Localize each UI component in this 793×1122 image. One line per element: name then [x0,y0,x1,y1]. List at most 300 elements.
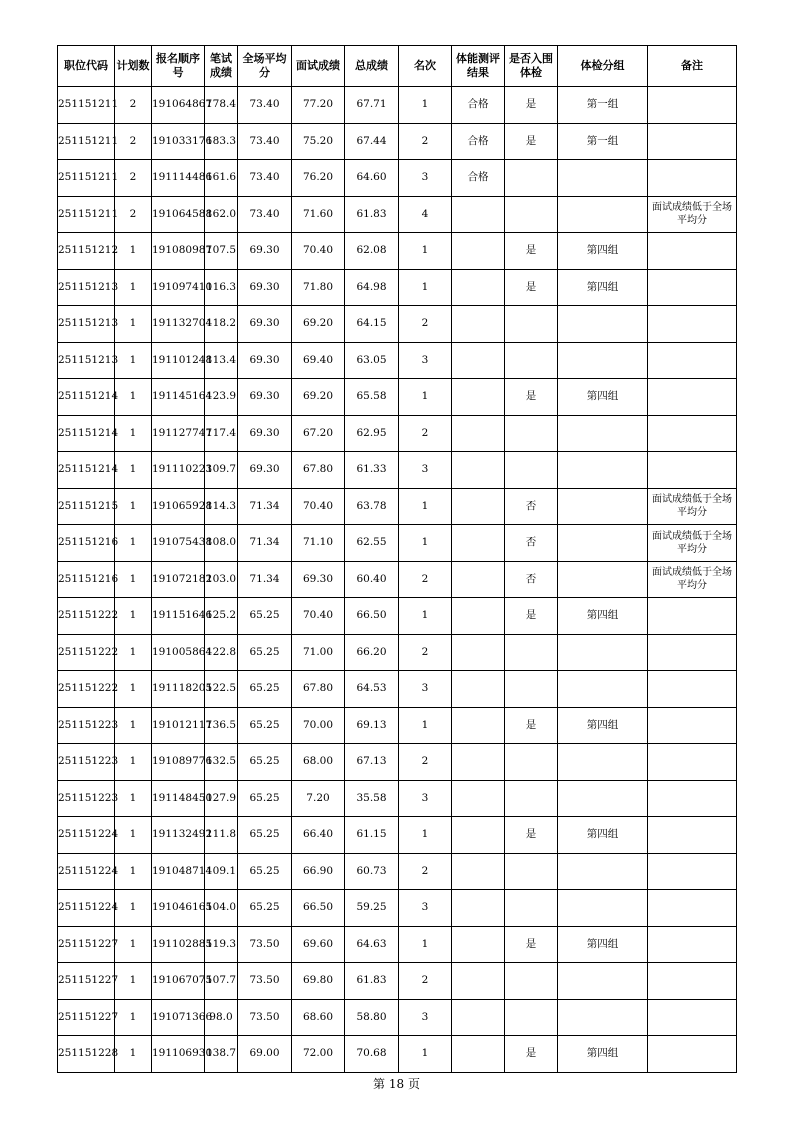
total-score-cell: 67.71 [345,87,399,124]
position-code-cell: 251151211 [58,160,115,197]
shortlisted-cell: 是 [505,269,558,306]
table-row [58,379,737,416]
total-score-cell: 60.73 [345,853,399,890]
total-score-cell: 62.55 [345,525,399,562]
remarks-cell [648,306,737,343]
written-score-cell: 108.0 [205,525,238,562]
shortlisted-cell: 是 [505,598,558,635]
shortlisted-cell: 否 [505,561,558,598]
exam-group-cell: 第四组 [558,817,648,854]
interview-score-cell: 69.80 [292,963,345,1000]
position-code-cell: 251151213 [58,342,115,379]
position-code-cell: 251151222 [58,598,115,635]
fitness-result-cell [452,269,505,306]
written-score-cell: 138.7 [205,1036,238,1073]
fitness-result-cell: 合格 [452,123,505,160]
fitness-result-cell [452,1036,505,1073]
table-row [58,853,737,890]
interview-score-cell: 71.10 [292,525,345,562]
rank-cell: 4 [399,196,452,233]
table-row [58,306,737,343]
header-registration-number: 报名顺序号 [152,46,205,87]
rank-cell: 1 [399,379,452,416]
remarks-cell [648,963,737,1000]
plan-count-cell: 1 [115,853,152,890]
position-code-cell: 251151213 [58,269,115,306]
written-score-cell: 107.7 [205,963,238,1000]
average-score-cell: 65.25 [238,744,292,781]
plan-count-cell: 1 [115,780,152,817]
position-code-cell: 251151224 [58,817,115,854]
interview-score-cell: 66.90 [292,853,345,890]
total-score-cell: 61.33 [345,452,399,489]
average-score-cell: 69.30 [238,233,292,270]
header-row [58,46,737,87]
table-row [58,707,737,744]
registration-number-cell: 191064588 [152,196,205,233]
page-number: 第 18 页 [373,1077,420,1091]
rank-cell: 2 [399,561,452,598]
registration-number-cell: 191071366 [152,999,205,1036]
position-code-cell: 251151215 [58,488,115,525]
header-average-score: 全场平均分 [238,46,292,87]
table-row [58,817,737,854]
written-score-cell: 161.6 [205,160,238,197]
average-score-cell: 69.30 [238,452,292,489]
average-score-cell: 65.25 [238,890,292,927]
rank-cell: 3 [399,890,452,927]
position-code-cell: 251151227 [58,926,115,963]
interview-score-cell: 69.20 [292,306,345,343]
plan-count-cell: 2 [115,123,152,160]
remarks-cell [648,160,737,197]
interview-score-cell: 71.80 [292,269,345,306]
rank-cell: 2 [399,853,452,890]
registration-number-cell: 191101248 [152,342,205,379]
average-score-cell: 73.40 [238,87,292,124]
registration-number-cell: 191132704 [152,306,205,343]
written-score-cell: 113.4 [205,342,238,379]
rank-cell: 1 [399,926,452,963]
interview-score-cell: 77.20 [292,87,345,124]
average-score-cell: 69.30 [238,379,292,416]
fitness-result-cell [452,744,505,781]
exam-group-cell [558,342,648,379]
shortlisted-cell [505,780,558,817]
written-score-cell: 118.2 [205,306,238,343]
exam-group-cell: 第一组 [558,123,648,160]
registration-number-cell: 191046165 [152,890,205,927]
shortlisted-cell [505,452,558,489]
written-score-cell: 125.2 [205,598,238,635]
position-code-cell: 251151214 [58,379,115,416]
exam-group-cell [558,488,648,525]
written-score-cell: 183.3 [205,123,238,160]
exam-group-cell [558,780,648,817]
interview-score-cell: 68.00 [292,744,345,781]
remarks-cell [648,999,737,1036]
rank-cell: 3 [399,160,452,197]
table-row [58,598,737,635]
remarks-cell [648,926,737,963]
average-score-cell: 69.30 [238,269,292,306]
header-fitness-result: 体能测评结果 [452,46,505,87]
average-score-cell: 73.50 [238,926,292,963]
total-score-cell: 69.13 [345,707,399,744]
results-table [57,45,737,1073]
remarks-cell [648,707,737,744]
remarks-cell [648,853,737,890]
interview-score-cell: 69.30 [292,561,345,598]
total-score-cell: 64.98 [345,269,399,306]
remarks-cell [648,634,737,671]
average-score-cell: 65.25 [238,817,292,854]
total-score-cell: 67.13 [345,744,399,781]
written-score-cell: 178.4 [205,87,238,124]
fitness-result-cell [452,890,505,927]
exam-group-cell [558,634,648,671]
shortlisted-cell: 是 [505,1036,558,1073]
total-score-cell: 63.78 [345,488,399,525]
shortlisted-cell: 是 [505,123,558,160]
shortlisted-cell: 是 [505,379,558,416]
total-score-cell: 60.40 [345,561,399,598]
plan-count-cell: 1 [115,488,152,525]
shortlisted-cell [505,160,558,197]
shortlisted-cell: 是 [505,926,558,963]
registration-number-cell: 191048714 [152,853,205,890]
position-code-cell: 251151223 [58,744,115,781]
average-score-cell: 73.40 [238,196,292,233]
shortlisted-cell: 否 [505,488,558,525]
exam-group-cell [558,963,648,1000]
registration-number-cell: 191148450 [152,780,205,817]
header-interview-score: 面试成绩 [292,46,345,87]
remarks-cell [648,87,737,124]
average-score-cell: 69.30 [238,306,292,343]
shortlisted-cell: 是 [505,87,558,124]
total-score-cell: 64.63 [345,926,399,963]
plan-count-cell: 1 [115,999,152,1036]
interview-score-cell: 75.20 [292,123,345,160]
written-score-cell: 136.5 [205,707,238,744]
registration-number-cell: 191080987 [152,233,205,270]
remarks-cell [648,780,737,817]
registration-number-cell: 191067075 [152,963,205,1000]
exam-group-cell: 第四组 [558,233,648,270]
interview-score-cell: 66.50 [292,890,345,927]
position-code-cell: 251151227 [58,963,115,1000]
remarks-cell [648,890,737,927]
average-score-cell: 71.34 [238,488,292,525]
exam-group-cell [558,890,648,927]
rank-cell: 1 [399,525,452,562]
registration-number-cell: 191075438 [152,525,205,562]
total-score-cell: 61.83 [345,963,399,1000]
remarks-cell [648,817,737,854]
position-code-cell: 251151216 [58,525,115,562]
written-score-cell: 103.0 [205,561,238,598]
shortlisted-cell: 是 [505,707,558,744]
exam-group-cell [558,999,648,1036]
average-score-cell: 71.34 [238,525,292,562]
rank-cell: 3 [399,452,452,489]
position-code-cell: 251151224 [58,853,115,890]
fitness-result-cell: 合格 [452,87,505,124]
registration-number-cell: 191065928 [152,488,205,525]
position-code-cell: 251151214 [58,452,115,489]
remarks-cell [648,123,737,160]
rank-cell: 1 [399,707,452,744]
shortlisted-cell: 是 [505,233,558,270]
fitness-result-cell [452,525,505,562]
rank-cell: 1 [399,1036,452,1073]
table-row [58,671,737,708]
exam-group-cell: 第四组 [558,926,648,963]
remarks-cell: 面试成绩低于全场平均分 [648,196,737,233]
fitness-result-cell [452,780,505,817]
written-score-cell: 119.3 [205,926,238,963]
table-row [58,744,737,781]
position-code-cell: 251151211 [58,196,115,233]
average-score-cell: 73.50 [238,963,292,1000]
interview-score-cell: 71.60 [292,196,345,233]
interview-score-cell: 69.20 [292,379,345,416]
shortlisted-cell [505,999,558,1036]
interview-score-cell: 69.40 [292,342,345,379]
registration-number-cell: 191106930 [152,1036,205,1073]
fitness-result-cell [452,379,505,416]
position-code-cell: 251151223 [58,707,115,744]
shortlisted-cell: 否 [505,525,558,562]
rank-cell: 3 [399,999,452,1036]
position-code-cell: 251151212 [58,233,115,270]
rank-cell: 3 [399,671,452,708]
total-score-cell: 64.60 [345,160,399,197]
rank-cell: 2 [399,744,452,781]
total-score-cell: 65.58 [345,379,399,416]
header-remarks: 备注 [648,46,737,87]
position-code-cell: 251151213 [58,306,115,343]
fitness-result-cell [452,452,505,489]
fitness-result-cell [452,342,505,379]
table-row [58,415,737,452]
table-row [58,890,737,927]
table-row [58,269,737,306]
plan-count-cell: 1 [115,269,152,306]
table-row [58,561,737,598]
total-score-cell: 66.20 [345,634,399,671]
header-position-code: 职位代码 [58,46,115,87]
rank-cell: 2 [399,123,452,160]
exam-group-cell [558,853,648,890]
average-score-cell: 69.30 [238,342,292,379]
exam-group-cell [558,525,648,562]
plan-count-cell: 2 [115,196,152,233]
rank-cell: 1 [399,269,452,306]
interview-score-cell: 72.00 [292,1036,345,1073]
table-row [58,233,737,270]
average-score-cell: 65.25 [238,671,292,708]
table-row [58,488,737,525]
header-total-score: 总成绩 [345,46,399,87]
fitness-result-cell [452,853,505,890]
exam-group-cell: 第一组 [558,87,648,124]
shortlisted-cell [505,853,558,890]
plan-count-cell: 1 [115,342,152,379]
registration-number-cell: 191064867 [152,87,205,124]
remarks-cell: 面试成绩低于全场平均分 [648,525,737,562]
written-score-cell: 116.3 [205,269,238,306]
table-row [58,963,737,1000]
registration-number-cell: 191145164 [152,379,205,416]
interview-score-cell: 67.80 [292,452,345,489]
table-row [58,87,737,124]
position-code-cell: 251151228 [58,1036,115,1073]
written-score-cell: 162.0 [205,196,238,233]
registration-number-cell: 191012117 [152,707,205,744]
fitness-result-cell [452,561,505,598]
rank-cell: 1 [399,87,452,124]
exam-group-cell: 第四组 [558,707,648,744]
position-code-cell: 251151227 [58,999,115,1036]
plan-count-cell: 1 [115,561,152,598]
written-score-cell: 109.7 [205,452,238,489]
shortlisted-cell [505,634,558,671]
interview-score-cell: 67.20 [292,415,345,452]
interview-score-cell: 70.40 [292,488,345,525]
shortlisted-cell [505,890,558,927]
plan-count-cell: 1 [115,415,152,452]
position-code-cell: 251151223 [58,780,115,817]
plan-count-cell: 1 [115,963,152,1000]
plan-count-cell: 1 [115,707,152,744]
plan-count-cell: 1 [115,744,152,781]
header-written-score: 笔试成绩 [205,46,238,87]
fitness-result-cell [452,196,505,233]
table-row [58,926,737,963]
rank-cell: 2 [399,963,452,1000]
exam-group-cell [558,196,648,233]
registration-number-cell: 191118205 [152,671,205,708]
header-shortlisted: 是否入围体检 [505,46,558,87]
interview-score-cell: 70.40 [292,598,345,635]
fitness-result-cell [452,415,505,452]
exam-group-cell [558,306,648,343]
remarks-cell [648,379,737,416]
exam-group-cell: 第四组 [558,269,648,306]
total-score-cell: 64.15 [345,306,399,343]
shortlisted-cell: 是 [505,817,558,854]
written-score-cell: 104.0 [205,890,238,927]
interview-score-cell: 76.20 [292,160,345,197]
total-score-cell: 61.83 [345,196,399,233]
plan-count-cell: 1 [115,1036,152,1073]
average-score-cell: 69.00 [238,1036,292,1073]
interview-score-cell: 7.20 [292,780,345,817]
interview-score-cell: 70.00 [292,707,345,744]
rank-cell: 1 [399,488,452,525]
total-score-cell: 61.15 [345,817,399,854]
exam-group-cell: 第四组 [558,1036,648,1073]
table-row [58,196,737,233]
written-score-cell: 114.3 [205,488,238,525]
total-score-cell: 64.53 [345,671,399,708]
plan-count-cell: 1 [115,671,152,708]
shortlisted-cell [505,415,558,452]
fitness-result-cell [452,598,505,635]
total-score-cell: 58.80 [345,999,399,1036]
interview-score-cell: 68.60 [292,999,345,1036]
fitness-result-cell [452,634,505,671]
average-score-cell: 65.25 [238,707,292,744]
shortlisted-cell [505,196,558,233]
fitness-result-cell [452,963,505,1000]
total-score-cell: 62.95 [345,415,399,452]
table-row [58,342,737,379]
registration-number-cell: 191132492 [152,817,205,854]
total-score-cell: 35.58 [345,780,399,817]
plan-count-cell: 2 [115,160,152,197]
total-score-cell: 62.08 [345,233,399,270]
position-code-cell: 251151222 [58,671,115,708]
exam-group-cell [558,452,648,489]
header-plan-count: 计划数 [115,46,152,87]
plan-count-cell: 1 [115,525,152,562]
exam-group-cell [558,744,648,781]
total-score-cell: 66.50 [345,598,399,635]
remarks-cell: 面试成绩低于全场平均分 [648,488,737,525]
header-rank: 名次 [399,46,452,87]
table-row [58,780,737,817]
table-row [58,525,737,562]
remarks-cell [648,671,737,708]
registration-number-cell: 191072182 [152,561,205,598]
written-score-cell: 123.9 [205,379,238,416]
position-code-cell: 251151224 [58,890,115,927]
remarks-cell [648,269,737,306]
table-body [58,87,737,1073]
remarks-cell: 面试成绩低于全场平均分 [648,561,737,598]
plan-count-cell: 1 [115,634,152,671]
position-code-cell: 251151211 [58,123,115,160]
average-score-cell: 65.25 [238,598,292,635]
remarks-cell [648,1036,737,1073]
exam-group-cell [558,561,648,598]
registration-number-cell: 191097410 [152,269,205,306]
exam-group-cell [558,160,648,197]
rank-cell: 2 [399,415,452,452]
shortlisted-cell [505,671,558,708]
plan-count-cell: 1 [115,598,152,635]
written-score-cell: 117.4 [205,415,238,452]
position-code-cell: 251151211 [58,87,115,124]
written-score-cell: 127.9 [205,780,238,817]
header-exam-group: 体检分组 [558,46,648,87]
average-score-cell: 69.30 [238,415,292,452]
written-score-cell: 107.5 [205,233,238,270]
position-code-cell: 251151222 [58,634,115,671]
rank-cell: 2 [399,306,452,343]
plan-count-cell: 1 [115,817,152,854]
remarks-cell [648,598,737,635]
written-score-cell: 122.5 [205,671,238,708]
plan-count-cell: 1 [115,233,152,270]
average-score-cell: 71.34 [238,561,292,598]
fitness-result-cell [452,926,505,963]
fitness-result-cell [452,999,505,1036]
table-row [58,999,737,1036]
